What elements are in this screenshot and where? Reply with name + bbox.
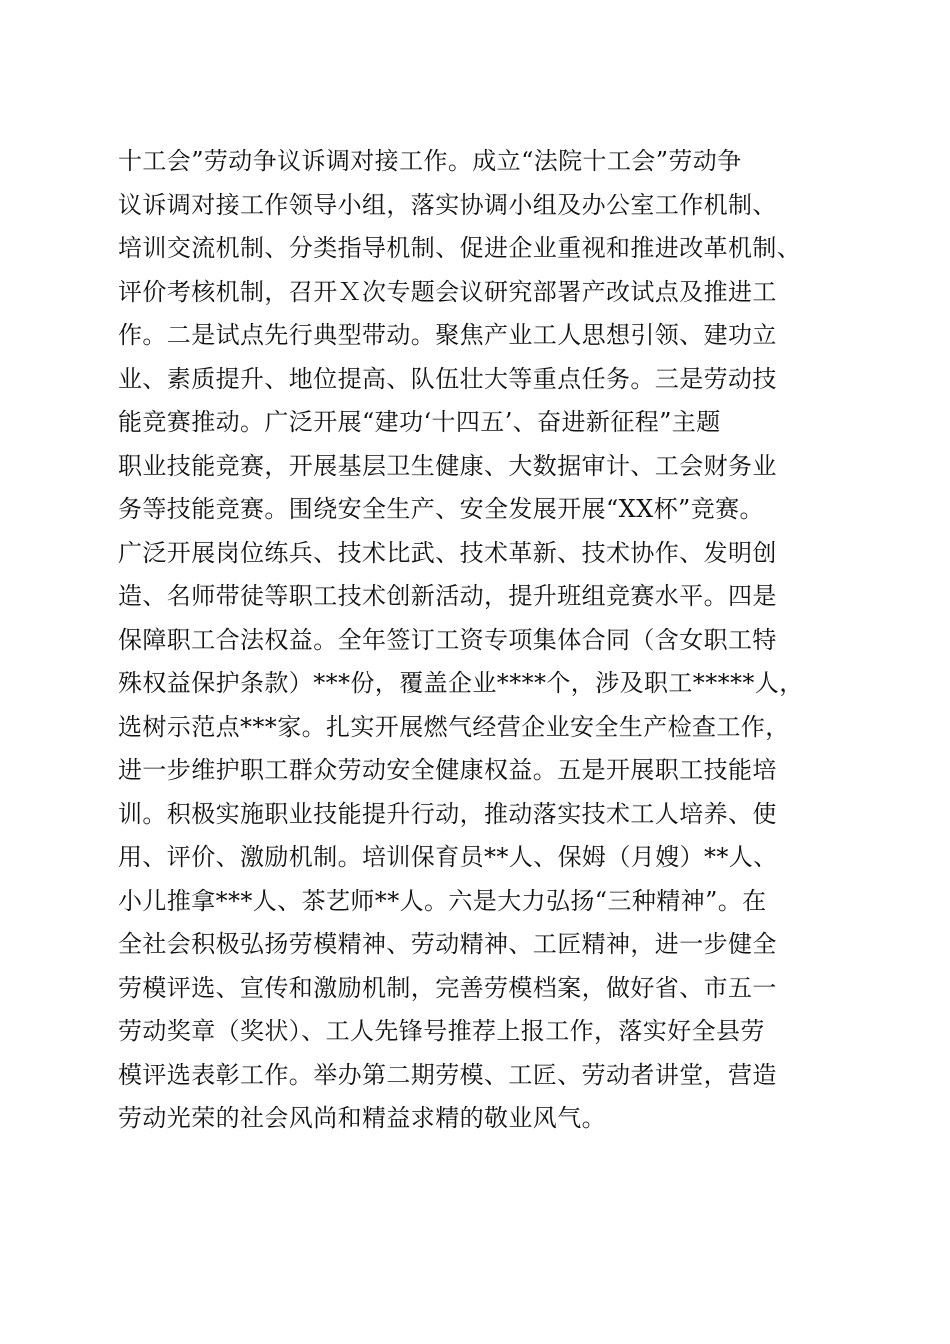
text-line: 进一步维护职工群众劳动安全健康权益。五是开展职工技能培 <box>118 756 777 784</box>
text-line: 务等技能竞赛。围绕安全生产、安全发展开展“XX杯”竞赛。 <box>118 495 764 523</box>
text-line: 殊权益保护条款）***份，覆盖企业****个，涉及职工*****人， <box>118 669 804 697</box>
text-line: 劳动光荣的社会风尚和精益求精的敬业风气。 <box>118 1104 606 1132</box>
text-line: 劳模评选、宣传和激励机制，完善劳模档案，做好省、市五一 <box>118 973 777 1002</box>
text-line: 十工会”劳动争议诉调对接工作。成立“法院十工会”劳动争 <box>118 147 742 175</box>
body-paragraph <box>118 140 848 1141</box>
text-line: 能竞赛推动。广泛开展“建功‘十四五’、奋进新征程”主题 <box>118 408 721 436</box>
text-line: 职业技能竞赛，开展基层卫生健康、大数据审计、工会财务业 <box>118 451 777 480</box>
text-line: 保障职工合法权益。全年签订工资专项集体合同（含女职工特 <box>118 625 777 654</box>
text-line: 评价考核机制，召开Ｘ次专题会议研究部署产改试点及推进工 <box>118 277 777 306</box>
text-line: 小儿推拿***人、茶艺师**人。六是大力弘扬“三种精神”。在 <box>118 886 767 915</box>
text-line: 作。二是试点先行典型带动。聚焦产业工人思想引领、建功立 <box>118 321 777 349</box>
text-line: 广泛开展岗位练兵、技术比武、技术革新、技术协作、发明创 <box>118 538 777 567</box>
text-line: 造、名师带徒等职工技术创新活动，提升班组竞赛水平。四是 <box>118 582 777 610</box>
text-line: 劳动奖章（奖状）、工人先锋号推荐上报工作，落实好全县劳 <box>118 1017 765 1045</box>
text-line: 用、评价、激励机制。培训保育员**人、保姆（月嫂）**人、 <box>118 843 778 871</box>
text-line: 选树示范点***家。扎实开展燃气经营企业安全生产检查工作， <box>118 712 790 741</box>
text-line: 训。积极实施职业技能提升行动，推动落实技术工人培养、使 <box>118 799 777 828</box>
text-line: 议诉调对接工作领导小组，落实协调小组及办公室工作机制、 <box>118 190 777 219</box>
text-line: 培训交流机制、分类指导机制、促进企业重视和推进改革机制、 <box>118 234 802 262</box>
text-line: 全社会积极弘扬劳模精神、劳动精神、工匠精神，进一步健全 <box>118 930 777 958</box>
text-line: 业、素质提升、地位提高、队伍壮大等重点任务。三是劳动技 <box>118 364 777 393</box>
text-line: 模评选表彰工作。举办第二期劳模、工匠、劳动者讲堂，营造 <box>118 1060 777 1089</box>
